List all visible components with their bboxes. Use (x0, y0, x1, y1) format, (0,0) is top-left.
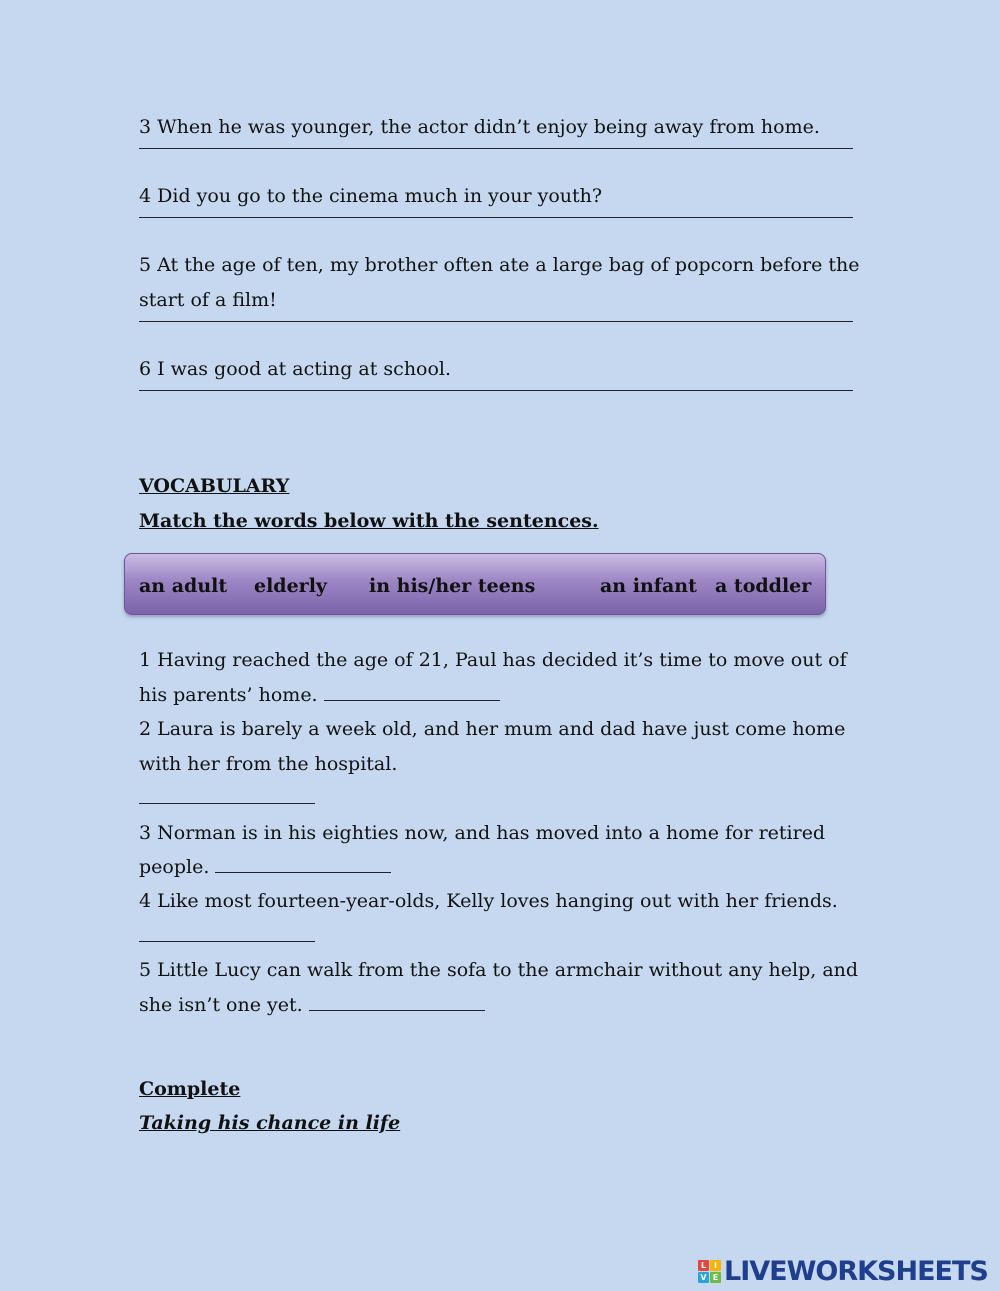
answer-blank-3[interactable] (215, 871, 391, 873)
answer-line-6[interactable] (139, 390, 853, 391)
answer-line-4[interactable] (139, 217, 853, 218)
vocab-sentence-1-line1: 1 Having reached the age of 21, Paul has decided it’s time to move out of (139, 649, 847, 671)
word-an-infant: an infant (600, 575, 697, 597)
vocab-sentence-1-text: his parents’ home. (139, 684, 318, 706)
vocab-sentence-2-line1: 2 Laura is barely a week old, and her mum and dad have just come home (139, 718, 846, 740)
vocab-sentence-5-line1: 5 Little Lucy can walk from the sofa to the armchair without any help, and (139, 959, 859, 981)
vocabulary-heading: VOCABULARY (139, 475, 290, 497)
answer-line-3[interactable] (139, 148, 853, 149)
answer-blank-2[interactable] (139, 802, 315, 804)
vocab-sentence-1-line2 (139, 678, 500, 712)
vocab-sentence-5-line2 (139, 988, 485, 1022)
exercise-item-5-line2: start of a film! (139, 289, 277, 311)
logo-blocks-icon (698, 1260, 721, 1283)
word-elderly: elderly (254, 575, 327, 597)
vocab-sentence-3-line2 (139, 850, 391, 884)
logo-block-i: I (710, 1260, 721, 1271)
answer-line-5[interactable] (139, 321, 853, 322)
word-in-teens: in his/her teens (369, 575, 536, 597)
exercise-item-6: 6 I was good at acting at school. (139, 358, 452, 380)
logo-block-l: L (698, 1260, 709, 1271)
complete-heading: Complete (139, 1078, 241, 1100)
vocab-sentence-4-blank-line (139, 919, 315, 953)
vocab-sentence-3-line1: 3 Norman is in his eighties now, and has moved into a home for retired (139, 822, 826, 844)
answer-blank-5[interactable] (309, 1009, 485, 1011)
vocab-sentence-2-blank-line (139, 781, 315, 815)
word-an-adult: an adult (139, 575, 228, 597)
exercise-item-5-line1: 5 At the age of ten, my brother often ate a large bag of popcorn before the (139, 254, 860, 276)
answer-blank-1[interactable] (324, 699, 500, 701)
logo-text: LIVEWORKSHEETS (724, 1255, 988, 1287)
word-a-toddler: a toddler (715, 575, 812, 597)
vocab-sentence-5-text: she isn’t one yet. (139, 994, 303, 1016)
logo-block-v: V (698, 1272, 709, 1283)
vocabulary-instruction: Match the words below with the sentences. (139, 510, 599, 532)
vocab-sentence-3-text: people. (139, 856, 210, 878)
logo-block-e: E (710, 1272, 721, 1283)
liveworksheets-logo (698, 1256, 988, 1286)
exercise-item-4: 4 Did you go to the cinema much in your youth? (139, 185, 603, 207)
exercise-item-3: 3 When he was younger, the actor didn’t enjoy being away from home. (139, 116, 820, 138)
vocab-sentence-4-line1: 4 Like most fourteen-year-olds, Kelly loves hanging out with her friends. (139, 890, 838, 912)
vocab-sentence-2-line2: with her from the hospital. (139, 753, 398, 775)
complete-subheading: Taking his chance in life (139, 1112, 401, 1134)
answer-blank-4[interactable] (139, 940, 315, 942)
